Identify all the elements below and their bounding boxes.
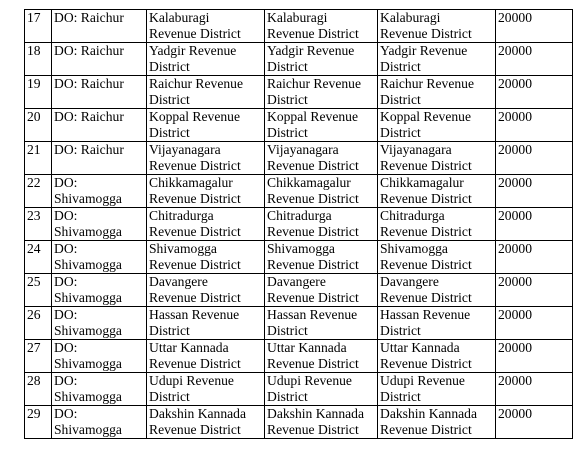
district-cell-c [378,274,496,307]
cell-text-line: Udupi Revenue [267,373,352,388]
cell-text-line: Yadgir Revenue [149,43,237,58]
cell-text-line: DO: [54,406,78,421]
cell-text-line: Revenue District [267,422,359,437]
cell-text-line: Raichur Revenue [267,76,361,91]
district-cell-a [147,175,265,208]
division-office-cell [52,241,147,274]
cell-text-line: Dakshin Kannada [380,406,478,421]
cell-text-line: Revenue District [267,290,359,305]
division-office-cell [52,109,147,142]
cell-text-line: DO: Raichur [54,76,124,91]
cell-text-line: Raichur Revenue [380,76,474,91]
cell-text: 22 [27,175,41,190]
cell-text: 26 [27,307,41,322]
division-office-cell [52,373,147,406]
cell-text: 24 [27,241,41,256]
district-cell-b [265,109,378,142]
cell-text-line: Davangere [149,274,208,289]
cell-text-line: District [267,125,308,140]
cell-text-line: Koppal Revenue [149,109,240,124]
cell-text-line: District [380,92,421,107]
table-row [25,109,573,142]
table-row [25,208,573,241]
cell-text-line: Hassan Revenue [149,307,240,322]
serial-number-cell [25,307,52,340]
cell-text-line: District [149,323,190,338]
cell-text-line: Davangere [267,274,326,289]
cell-text-line: Shivamogga [267,241,335,256]
cell-text-line: Raichur Revenue [149,76,243,91]
district-cell-c [378,175,496,208]
amount-cell [496,340,573,373]
cell-text-line: District [267,389,308,404]
cell-text-line: Revenue District [149,290,241,305]
cell-text-line: Hassan Revenue [267,307,358,322]
cell-text-line: DO: Raichur [54,109,124,124]
table-row [25,274,573,307]
amount-cell [496,307,573,340]
table-row [25,307,573,340]
cell-text-line: Chitradurga [267,208,332,223]
cell-text-line: Kalaburagi [149,10,210,25]
division-office-cell [52,406,147,439]
cell-text: 20000 [498,208,532,223]
cell-text-line: District [149,59,190,74]
district-cell-c [378,373,496,406]
district-cell-b [265,76,378,109]
amount-cell [496,241,573,274]
district-cell-a [147,340,265,373]
amount-cell [496,43,573,76]
cell-text: 20000 [498,406,532,421]
cell-text-line: Revenue District [380,257,472,272]
cell-text-line: Revenue District [380,26,472,41]
cell-text-line: Shivamogga [380,241,448,256]
district-cell-c [378,241,496,274]
district-cell-b [265,241,378,274]
amount-cell [496,109,573,142]
serial-number-cell [25,274,52,307]
serial-number-cell [25,10,52,43]
district-cell-c [378,142,496,175]
cell-text-line: Chikkamagalur [267,175,351,190]
district-cell-a [147,10,265,43]
district-cell-a [147,274,265,307]
district-cell-c [378,208,496,241]
cell-text: 20000 [498,10,532,25]
cell-text-line: Vijayanagara [149,142,221,157]
table-row [25,175,573,208]
serial-number-cell [25,142,52,175]
division-office-cell [52,76,147,109]
serial-number-cell [25,406,52,439]
district-cell-b [265,43,378,76]
cell-text-line: Revenue District [149,224,241,239]
cell-text: 20000 [498,340,532,355]
cell-text-line: DO: [54,307,78,322]
cell-text-line: Revenue District [380,224,472,239]
cell-text-line: Revenue District [380,191,472,206]
division-office-cell [52,175,147,208]
table-row [25,340,573,373]
district-cell-c [378,406,496,439]
cell-text-line: DO: [54,274,78,289]
cell-text-line: Revenue District [380,356,472,371]
cell-text-line: DO: [54,241,78,256]
cell-text-line: Revenue District [267,26,359,41]
cell-text-line: Kalaburagi [380,10,441,25]
cell-text-line: Revenue District [267,224,359,239]
cell-text: 20000 [498,241,532,256]
cell-text-line: Udupi Revenue [149,373,234,388]
cell-text-line: District [149,92,190,107]
amount-cell [496,142,573,175]
division-office-cell [52,43,147,76]
cell-text: 20000 [498,76,532,91]
cell-text-line: Shivamogga [54,191,122,206]
cell-text: 20000 [498,142,532,157]
serial-number-cell [25,76,52,109]
cell-text-line: Chitradurga [380,208,445,223]
table-row [25,241,573,274]
district-cell-a [147,109,265,142]
cell-text-line: Shivamogga [54,422,122,437]
table-body [25,10,573,439]
amount-cell [496,208,573,241]
cell-text-line: District [380,389,421,404]
district-cell-b [265,208,378,241]
cell-text-line: Udupi Revenue [380,373,465,388]
table-row [25,10,573,43]
cell-text-line: Dakshin Kannada [149,406,247,421]
cell-text-line: District [267,59,308,74]
amount-cell [496,10,573,43]
cell-text-line: Shivamogga [54,356,122,371]
serial-number-cell [25,241,52,274]
cell-text-line: Shivamogga [54,257,122,272]
serial-number-cell [25,175,52,208]
cell-text-line: Revenue District [149,26,241,41]
cell-text-line: District [380,59,421,74]
district-cell-a [147,76,265,109]
district-cell-a [147,373,265,406]
amount-cell [496,373,573,406]
serial-number-cell [25,373,52,406]
division-office-cell [52,340,147,373]
district-cell-c [378,43,496,76]
cell-text-line: District [149,125,190,140]
cell-text-line: Shivamogga [149,241,217,256]
table-row [25,406,573,439]
cell-text-line: Kalaburagi [267,10,328,25]
district-cell-b [265,373,378,406]
cell-text-line: Revenue District [267,191,359,206]
cell-text-line: Shivamogga [54,389,122,404]
cell-text: 21 [27,142,41,157]
district-cell-c [378,109,496,142]
district-cell-a [147,43,265,76]
cell-text: 20000 [498,175,532,190]
cell-text-line: Chikkamagalur [149,175,233,190]
cell-text-line: DO: [54,175,78,190]
district-cell-c [378,340,496,373]
cell-text-line: Shivamogga [54,323,122,338]
cell-text-line: Uttar Kannada [380,340,460,355]
cell-text-line: Yadgir Revenue [267,43,355,58]
table-row [25,43,573,76]
cell-text-line: Davangere [380,274,439,289]
district-cell-a [147,307,265,340]
division-office-cell [52,142,147,175]
cell-text-line: Yadgir Revenue [380,43,468,58]
cell-text-line: Revenue District [149,257,241,272]
cell-text-line: Revenue District [380,158,472,173]
cell-text-line: Revenue District [267,356,359,371]
cell-text-line: Hassan Revenue [380,307,471,322]
cell-text-line: Revenue District [149,422,241,437]
cell-text-line: Shivamogga [54,290,122,305]
cell-text: 25 [27,274,41,289]
cell-text: 17 [27,10,41,25]
cell-text-line: DO: [54,208,78,223]
table-row [25,76,573,109]
serial-number-cell [25,340,52,373]
cell-text-line: Revenue District [149,191,241,206]
cell-text: 23 [27,208,41,223]
cell-text-line: Uttar Kannada [149,340,229,355]
district-cell-b [265,10,378,43]
district-cell-b [265,406,378,439]
amount-cell [496,274,573,307]
cell-text-line: Vijayanagara [380,142,452,157]
cell-text: 20000 [498,43,532,58]
cell-text-line: Uttar Kannada [267,340,347,355]
division-office-cell [52,307,147,340]
district-cell-b [265,274,378,307]
district-cell-c [378,307,496,340]
amount-cell [496,406,573,439]
district-cell-b [265,307,378,340]
cell-text: 19 [27,76,41,91]
cell-text-line: District [267,92,308,107]
cell-text-line: DO: Raichur [54,43,124,58]
serial-number-cell [25,109,52,142]
division-office-cell [52,10,147,43]
cell-text-line: Revenue District [149,158,241,173]
cell-text-line: Revenue District [380,290,472,305]
division-office-cell [52,274,147,307]
district-cell-a [147,208,265,241]
district-cell-b [265,175,378,208]
cell-text-line: Koppal Revenue [380,109,471,124]
cell-text-line: Shivamogga [54,224,122,239]
district-cell-a [147,142,265,175]
cell-text: 29 [27,406,41,421]
serial-number-cell [25,43,52,76]
district-cell-b [265,142,378,175]
cell-text-line: Dakshin Kannada [267,406,365,421]
cell-text: 20000 [498,307,532,322]
cell-text: 28 [27,373,41,388]
cell-text: 20000 [498,274,532,289]
cell-text-line: District [267,323,308,338]
cell-text-line: Revenue District [380,422,472,437]
district-cell-a [147,241,265,274]
cell-text-line: District [149,389,190,404]
cell-text-line: DO: Raichur [54,10,124,25]
cell-text-line: Koppal Revenue [267,109,358,124]
cell-text-line: DO: Raichur [54,142,124,157]
cell-text-line: Chikkamagalur [380,175,464,190]
district-cell-b [265,340,378,373]
serial-number-cell [25,208,52,241]
district-cell-a [147,406,265,439]
cell-text-line: Vijayanagara [267,142,339,157]
district-cell-c [378,10,496,43]
district-table [24,9,573,439]
cell-text: 20000 [498,109,532,124]
division-office-cell [52,208,147,241]
table-row [25,373,573,406]
cell-text: 20000 [498,373,532,388]
cell-text-line: Revenue District [267,158,359,173]
amount-cell [496,175,573,208]
cell-text-line: District [380,323,421,338]
cell-text: 27 [27,340,41,355]
district-cell-c [378,76,496,109]
cell-text-line: Revenue District [149,356,241,371]
cell-text-line: Chitradurga [149,208,214,223]
cell-text-line: Revenue District [267,257,359,272]
table-row [25,142,573,175]
cell-text: 18 [27,43,41,58]
cell-text-line: DO: [54,340,78,355]
cell-text-line: DO: [54,373,78,388]
cell-text-line: District [380,125,421,140]
cell-text: 20 [27,109,41,124]
amount-cell [496,76,573,109]
